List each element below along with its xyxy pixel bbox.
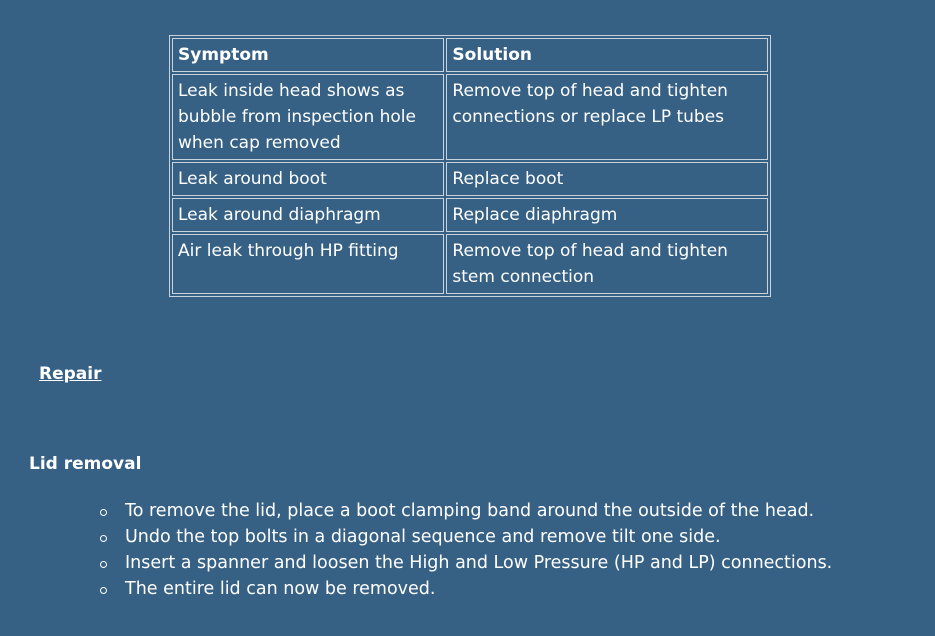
circle-bullet-icon <box>100 509 107 516</box>
table-row <box>172 234 768 294</box>
symptom-cell: Leak around boot <box>172 162 444 196</box>
circle-bullet-icon <box>100 561 107 568</box>
table-row <box>172 162 768 196</box>
table-row <box>172 74 768 160</box>
symptom-cell: Air leak through HP fitting <box>172 234 444 294</box>
symptom-cell: Leak around diaphragm <box>172 198 444 232</box>
list-item <box>98 550 832 576</box>
step-text: The entire lid can now be removed. <box>125 579 436 599</box>
solution-cell: Replace diaphragm <box>446 198 768 232</box>
list-item <box>98 576 832 602</box>
table-header-row <box>172 38 768 72</box>
step-text: Insert a spanner and loosen the High and Low Pressure (HP and LP) connections. <box>125 553 833 573</box>
lid-removal-heading: Lid removal <box>29 454 142 474</box>
symptom-column-header: Symptom <box>172 38 444 72</box>
solution-cell: Remove top of head and tighten connections or replace LP tubes <box>446 74 768 160</box>
step-text: Undo the top bolts in a diagonal sequence and remove tilt one side. <box>125 527 721 547</box>
circle-bullet-icon <box>100 587 107 594</box>
list-item <box>98 498 832 524</box>
repair-heading: Repair <box>39 364 102 384</box>
step-text: To remove the lid, place a boot clamping band around the outside of the head. <box>125 501 815 521</box>
solution-cell: Remove top of head and tighten stem connection <box>446 234 768 294</box>
solution-column-header: Solution <box>446 38 768 72</box>
lid-removal-steps <box>98 498 832 602</box>
list-item <box>98 524 832 550</box>
solution-cell: Replace boot <box>446 162 768 196</box>
symptom-cell: Leak inside head shows as bubble from inspection hole when cap removed <box>172 74 444 160</box>
circle-bullet-icon <box>100 535 107 542</box>
troubleshooting-table <box>169 35 771 297</box>
table-row <box>172 198 768 232</box>
